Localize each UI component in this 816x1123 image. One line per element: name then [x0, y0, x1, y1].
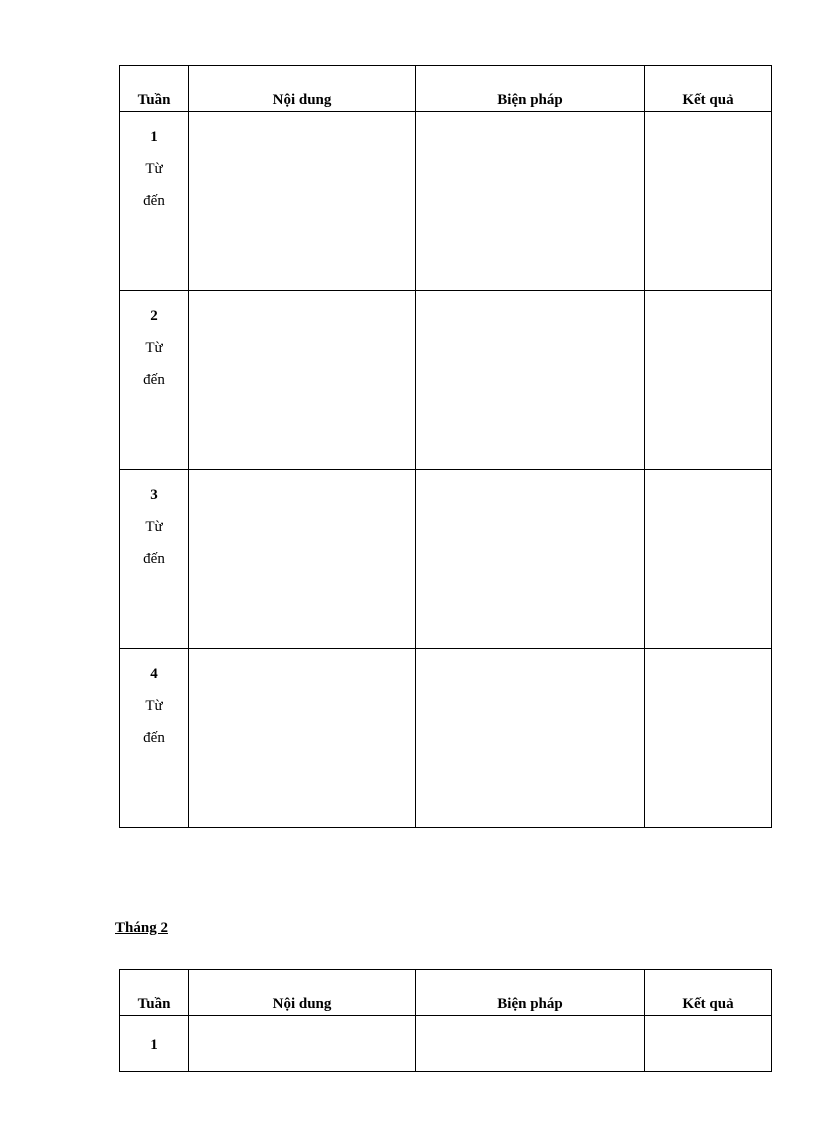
weekly-plan-table	[119, 65, 772, 828]
method-cell[interactable]	[416, 470, 645, 649]
header-content: Nội dung	[189, 970, 416, 1016]
content-cell[interactable]	[189, 291, 416, 470]
content-cell[interactable]	[189, 1016, 416, 1072]
content-cell[interactable]	[189, 112, 416, 291]
week-cell	[120, 649, 189, 828]
week-from-label: Từ	[145, 161, 163, 177]
result-cell[interactable]	[645, 291, 772, 470]
week-number: 1	[150, 1037, 158, 1053]
method-cell[interactable]	[416, 649, 645, 828]
header-method: Biện pháp	[416, 970, 645, 1016]
header-method: Biện pháp	[416, 66, 645, 112]
weekly-plan-table-month-2	[119, 969, 772, 1072]
result-cell[interactable]	[645, 649, 772, 828]
week-from-label: Từ	[145, 519, 163, 535]
month-label: Tháng 2	[115, 920, 168, 936]
header-week: Tuần	[120, 66, 189, 112]
table-header-row	[120, 66, 772, 112]
table-row	[120, 112, 772, 291]
content-cell[interactable]	[189, 649, 416, 828]
content-cell[interactable]	[189, 470, 416, 649]
table-row	[120, 470, 772, 649]
week-to-label: đến	[143, 372, 165, 388]
week-to-label: đến	[143, 730, 165, 746]
header-content: Nội dung	[189, 66, 416, 112]
method-cell[interactable]	[416, 112, 645, 291]
week-cell	[120, 470, 189, 649]
method-cell[interactable]	[416, 1016, 645, 1072]
table-header-row	[120, 970, 772, 1016]
result-cell[interactable]	[645, 112, 772, 291]
week-number: 1	[150, 129, 158, 145]
week-to-label: đến	[143, 193, 165, 209]
table-row	[120, 649, 772, 828]
week-cell	[120, 1016, 189, 1072]
method-cell[interactable]	[416, 291, 645, 470]
week-from-label: Từ	[145, 340, 163, 356]
week-cell	[120, 291, 189, 470]
week-number: 4	[150, 666, 158, 682]
header-result: Kết quả	[645, 66, 772, 112]
table-row	[120, 1016, 772, 1072]
table-row	[120, 291, 772, 470]
week-number: 3	[150, 487, 158, 503]
result-cell[interactable]	[645, 1016, 772, 1072]
week-cell	[120, 112, 189, 291]
header-result: Kết quả	[645, 970, 772, 1016]
week-number: 2	[150, 308, 158, 324]
result-cell[interactable]	[645, 470, 772, 649]
header-week: Tuần	[120, 970, 189, 1016]
week-from-label: Từ	[145, 698, 163, 714]
week-to-label: đến	[143, 551, 165, 567]
